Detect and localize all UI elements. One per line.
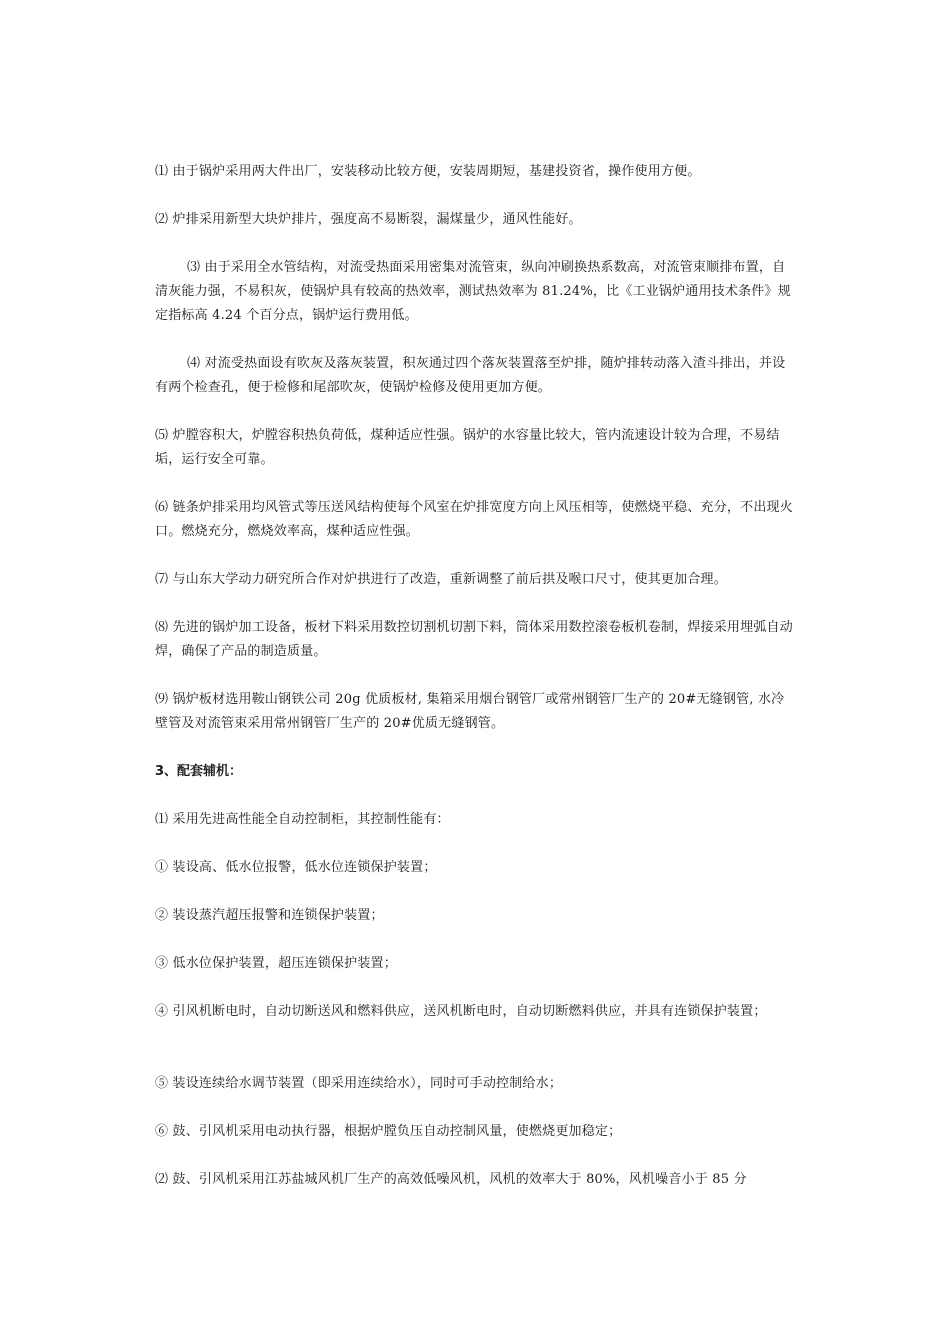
feature-item-7: ⑺ 与山东大学动力研究所合作对炉拱进行了改造，重新调整了前后拱及喉口尺寸，使其更加合理。 bbox=[155, 572, 727, 587]
aux-subitem-6: ⑥ 鼓、引风机采用电动执行器，根据炉膛负压自动控制风量，使燃烧更加稳定； bbox=[155, 1124, 622, 1139]
aux-subitem-2: ② 装设蒸汽超压报警和连锁保护装置； bbox=[155, 908, 384, 923]
feature-item-6: ⑹ 链条炉排采用均风管式等压送风结构使每个风室在炉排宽度方向上风压相等，使燃烧平稳、充分，不出现火口。燃烧充分，燃烧效率高，煤种适应性强。 bbox=[155, 500, 793, 539]
aux-subitem-1: ① 装设高、低水位报警，低水位连锁保护装置； bbox=[155, 860, 437, 875]
feature-item-9: ⑼ 锅炉板材选用鞍山钢铁公司 20g 优质板材, 集箱采用烟台钢管厂或常州钢管厂生产的 20#无缝钢管, 水冷壁管及对流管束采用常州钢管厂生产的 20#优质无缝钢管。 bbox=[155, 692, 785, 731]
aux-item-1: ⑴ 采用先进高性能全自动控制柜，其控制性能有： bbox=[155, 812, 450, 827]
feature-item-8: ⑻ 先进的锅炉加工设备，板材下料采用数控切割机切割下料，筒体采用数控滚卷板机卷制，焊接采用埋弧自动焊，确保了产品的制造质量。 bbox=[155, 620, 793, 659]
aux-subitem-3: ③ 低水位保护装置，超压连锁保护装置； bbox=[155, 956, 397, 971]
feature-item-5: ⑸ 炉膛容积大，炉膛容积热负荷低，煤种适应性强。锅炉的水容量比较大，管内流速设计较为合理，不易结垢，运行安全可靠。 bbox=[155, 428, 780, 467]
feature-item-1: ⑴ 由于锅炉采用两大件出厂，安装移动比较方便，安装周期短，基建投资省，操作使用方便。 bbox=[155, 164, 701, 179]
section-heading: 3、配套辅机： bbox=[155, 764, 243, 779]
feature-item-4: ⑷ 对流受热面设有吹灰及落灰装置，积灰通过四个落灰装置落至炉排，随炉排转动落入渣斗排出，并设有两个检查孔，便于检修和尾部吹灰，使锅炉检修及使用更加方便。 bbox=[155, 356, 786, 395]
aux-subitem-5: ⑤ 装设连续给水调节装置（即采用连续给水），同时可手动控制给水； bbox=[155, 1076, 563, 1091]
aux-subitem-4: ④ 引风机断电时，自动切断送风和燃料供应，送风机断电时，自动切断燃料供应，并具有连锁保护装置； bbox=[155, 1004, 767, 1019]
aux-item-2: ⑵ 鼓、引风机采用江苏盐城风机厂生产的高效低噪风机，风机的效率大于 80%，风机噪音小于 85 分 bbox=[155, 1172, 747, 1187]
feature-item-2: ⑵ 炉排采用新型大块炉排片，强度高不易断裂，漏煤量少，通风性能好。 bbox=[155, 212, 582, 227]
feature-item-3: ⑶ 由于采用全水管结构，对流受热面采用密集对流管束，纵向冲刷换热系数高，对流管束顺排布置，自清灰能力强，不易积灰，使锅炉具有较高的热效率，测试热效率为 81.24%，比《工业锅炉通用技术条件》规定指标高 4.24 个百分点，锅炉运行费用低。 bbox=[155, 260, 791, 323]
